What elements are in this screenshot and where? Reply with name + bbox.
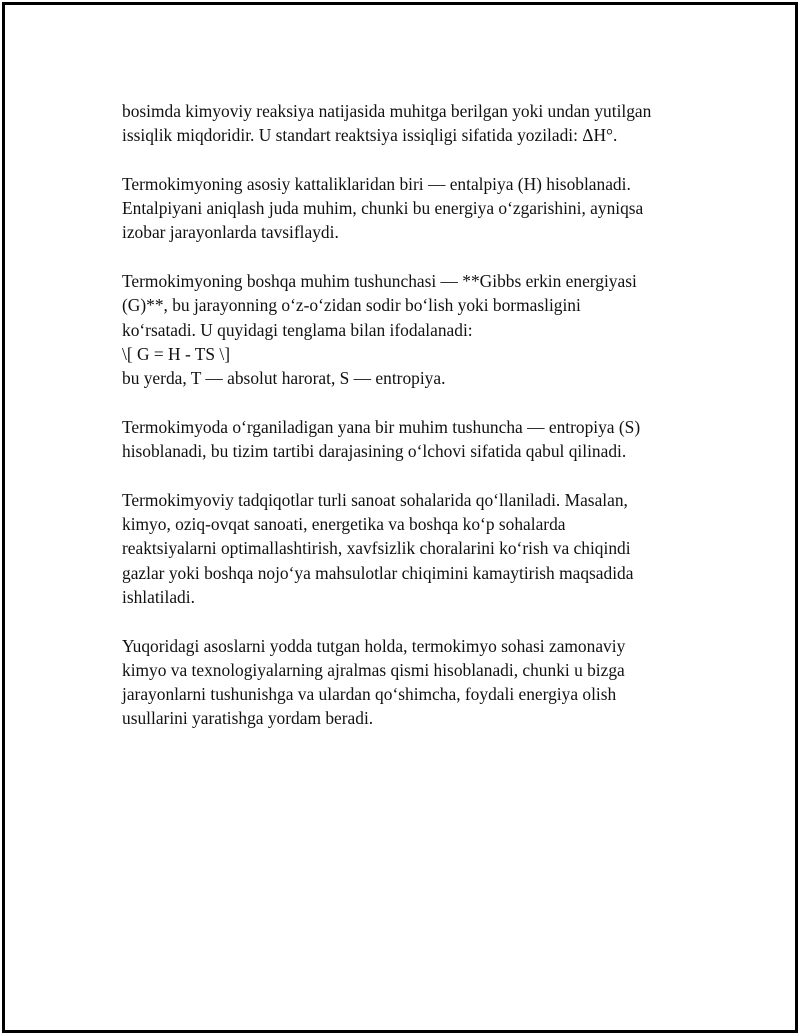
text-line: Termokimyoning asosiy kattaliklaridan biri — entalpiya (H) hisoblanadi. — [122, 173, 631, 194]
text-line: ko‘rsatadi. U quyidagi tenglama bilan ifodalanadi: — [122, 319, 473, 340]
text-line: reaktsiyalarni optimallashtirish, xavfsizlik choralarini ko‘rish va chiqindi — [122, 538, 631, 559]
text-line: issiqlik miqdoridir. U standart reaktsiya issiqligi sifatida yoziladi: ΔH°. — [122, 125, 618, 146]
text-line: Yuqoridagi asoslarni yodda tutgan holda, termokimyo sohasi zamonaviy — [122, 635, 626, 656]
text-line: Termokimyoviy tadqiqotlar turli sanoat sohalarida qo‘llaniladi. Masalan, — [122, 489, 628, 510]
text-line: ishlatiladi. — [122, 586, 195, 607]
text-line: usullarini yaratishga yordam beradi. — [122, 708, 374, 729]
page-frame — [2, 2, 798, 1033]
paragraph-6 — [122, 634, 712, 731]
text-line: hisoblanadi, bu tizim tartibi darajasining o‘lchovi sifatida qabul qilinadi. — [122, 441, 627, 462]
text-line: kimyo va texnologiyalarning ajralmas qismi hisoblanadi, chunki u bizga — [122, 659, 625, 680]
paragraph-4 — [122, 415, 712, 464]
paragraph-1 — [122, 99, 712, 148]
text-line: Termokimyoning boshqa muhim tushunchasi — **Gibbs erkin energiyasi — [122, 271, 637, 292]
equation-line: \[ G = H - TS \] — [122, 343, 231, 364]
text-line: gazlar yoki boshqa nojo‘ya mahsulotlar chiqimini kamaytirish maqsadida — [122, 562, 634, 583]
text-line: jarayonlarni tushunishga va ulardan qo‘shimcha, foydali energiya olish — [122, 684, 617, 705]
text-line: kimyo, oziq-ovqat sanoati, energetika va boshqa ko‘p sohalarda — [122, 514, 566, 535]
text-line: (G)**, bu jarayonning o‘z-o‘zidan sodir bo‘lish yoki bormasligini — [122, 295, 581, 316]
text-line: bosimda kimyoviy reaksiya natijasida muhitga berilgan yoki undan yutilgan — [122, 101, 652, 121]
paragraph-2 — [122, 172, 712, 245]
text-line: bu yerda, T — absolut harorat, S — entropiya. — [122, 368, 446, 389]
paragraph-3 — [122, 269, 712, 390]
text-line: izobar jarayonlarda tavsiflaydi. — [122, 222, 339, 243]
text-line: Termokimyoda o‘rganiladigan yana bir muhim tushuncha — entropiya (S) — [122, 416, 641, 437]
paragraph-5 — [122, 488, 712, 609]
text-line: Entalpiyani aniqlash juda muhim, chunki bu energiya o‘zgarishini, ayniqsa — [122, 198, 644, 219]
document-body — [122, 99, 712, 755]
